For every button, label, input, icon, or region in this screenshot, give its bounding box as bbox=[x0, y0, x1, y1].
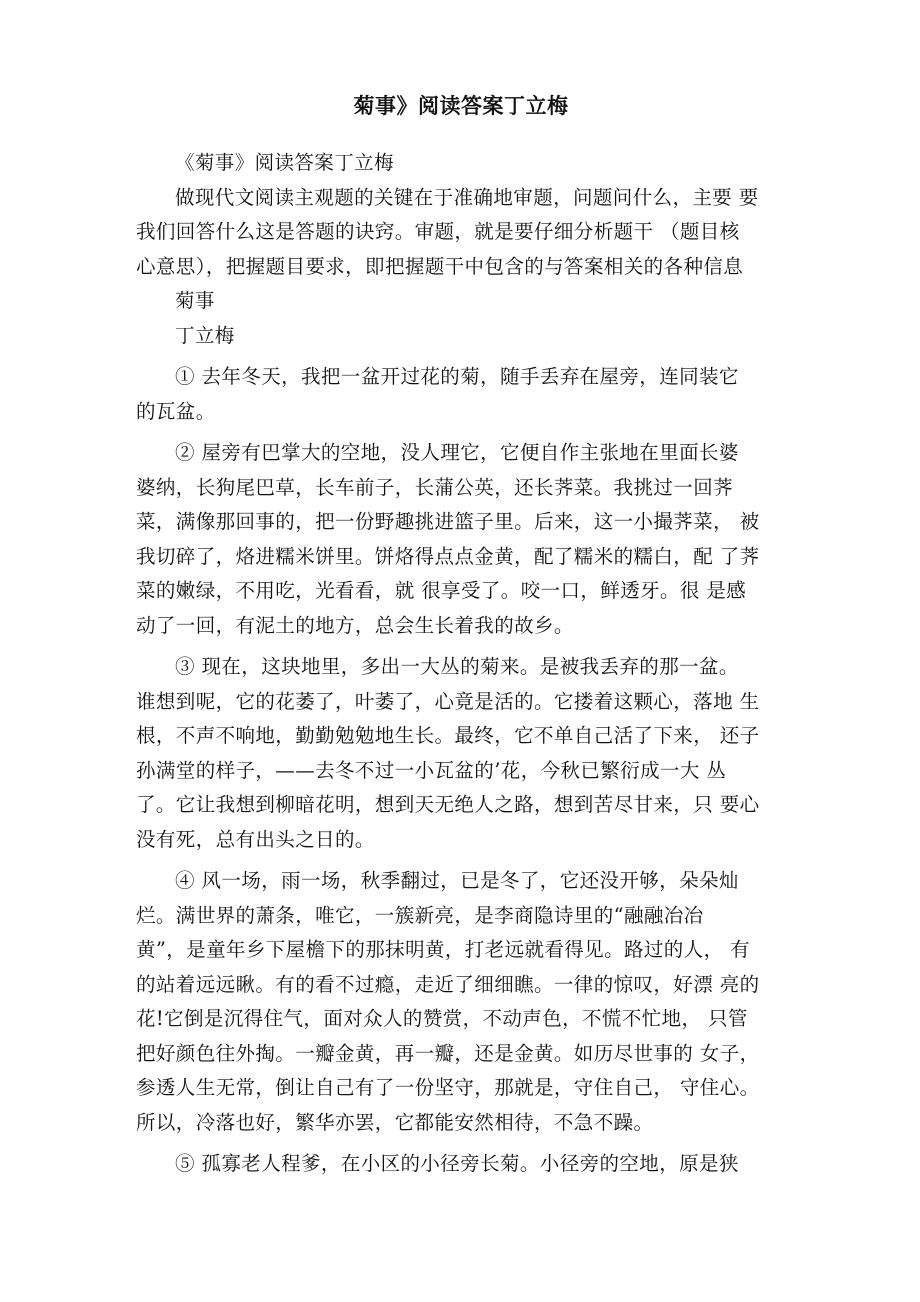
paragraph-line: 谁想到呢，它的花萎了，叶萎了，心竟是活的。它搂着这颗心，落地 生 bbox=[136, 689, 760, 713]
author-text: 丁立梅 bbox=[175, 323, 235, 347]
paragraph-line: 参透人生无常，倒让自己有了一份坚守，那就是，守住自己， 守住心。 bbox=[136, 1076, 760, 1099]
paragraph-line: ④ 风一场，雨一场，秋季翻过，已是冬了，它还没开够，朵朵灿 bbox=[175, 869, 739, 892]
paragraph-line: 婆纳，长狗尾巴草，长车前子，长蒲公英，还长荠菜。我挑过一回荠 bbox=[136, 475, 734, 499]
paragraph-line: 的瓦盆。 bbox=[136, 399, 216, 423]
paragraph-line: 没有死，总有出头之日的。 bbox=[136, 827, 375, 851]
subtitle-line bbox=[136, 146, 786, 181]
essay-title bbox=[136, 284, 786, 319]
paragraph-line: 孙满堂的样子，——去冬不过一小瓦盆的’花，今秋已繁衍成一大 丛 bbox=[136, 758, 727, 782]
intro-line: 做现代文阅读主观题的关键在于准确地审题，问题问什么，主要 要 bbox=[175, 185, 759, 209]
subtitle-text: 《菊事》阅读答案丁立梅 bbox=[175, 151, 394, 174]
paragraph-line: ⑤ 孤寡老人程爹，在小区的小径旁长菊。小径旁的空地，原是狭 bbox=[175, 1152, 739, 1175]
intro-line: 心意思），把握题目要求，即把握题干中包含的与答案相关的各种信息 bbox=[136, 254, 744, 278]
paragraph-2 bbox=[136, 436, 786, 643]
intro-line: 我们回答什么这是答题的诀窍。审题，就是要仔细分析题干 （题目核 bbox=[136, 220, 740, 243]
paragraph-line: 我切碎了，烙进糯米饼里。饼烙得点点金黄，配了糯米的糯白，配 了荠 bbox=[136, 544, 760, 568]
paragraph-line: 把好颜色往外掏。一瓣金黄，再一瓣，还是金黄。如历尽世事的 女子， bbox=[136, 1041, 760, 1065]
intro-paragraph bbox=[136, 181, 786, 285]
document-body bbox=[136, 146, 786, 1182]
paragraph-line: ① 去年冬天，我把一盆开过花的菊，随手丢弃在屋旁，连同装它 bbox=[175, 365, 739, 388]
paragraph-line: 烂。满世界的萧条，唯它，一簇新亮，是李商隐诗里的“融融冶冶 bbox=[136, 903, 704, 927]
paragraph-line: ③ 现在，这块地里，多出一大丛的菊来。是被我丢弃的那一盆。 bbox=[175, 655, 739, 678]
paragraph-line: 菜，满像那回事的，把一份野趣挑进篮子里。后来，这一小撮荠菜， 被 bbox=[136, 510, 760, 533]
paragraph-line: 的站着远远瞅。有的看不过瘾，走近了细细瞧。一律的惊叹，好漂 亮的 bbox=[136, 972, 760, 996]
paragraph-5 bbox=[136, 1147, 786, 1182]
paragraph-line: 菜的嫩绿，不用吃，光看看，就 很享受了。咬一口，鲜透牙。很 是感 bbox=[136, 579, 747, 602]
paragraph-3 bbox=[136, 650, 786, 857]
paragraph-1 bbox=[136, 360, 786, 429]
paragraph-line: 了。它让我想到柳暗花明，想到天无绝人之路，想到苦尽甘来，只 要心 bbox=[136, 793, 760, 816]
paragraph-line: 花!它倒是沉得住气，面对众人的赞赏，不动声色，不慌不忙地， 只管 bbox=[136, 1007, 748, 1030]
author-line bbox=[136, 319, 786, 354]
paragraph-line: 根，不声不响地，勤勤勉勉地生长。最终，它不单自己活了下来， 还子 bbox=[136, 724, 760, 747]
paragraph-4 bbox=[136, 864, 786, 1140]
paragraph-line: 黄”，是童年乡下屋檐下的那抹明黄，打老远就看得见。路过的人， 有 bbox=[136, 938, 750, 961]
document-title: 菊事》阅读答案丁立梅 bbox=[353, 94, 569, 118]
paragraph-line: 所以，冷落也好，繁华亦罢，它都能安然相待，不急不躁。 bbox=[136, 1110, 654, 1134]
paragraph-line: 动了一回，有泥土的地方，总会生长着我的故乡。 bbox=[136, 613, 574, 637]
essay-title-text: 菊事 bbox=[175, 289, 215, 312]
paragraph-line: ② 屋旁有巴掌大的空地，没人理它，它便自作主张地在里面长婆 bbox=[175, 441, 739, 464]
